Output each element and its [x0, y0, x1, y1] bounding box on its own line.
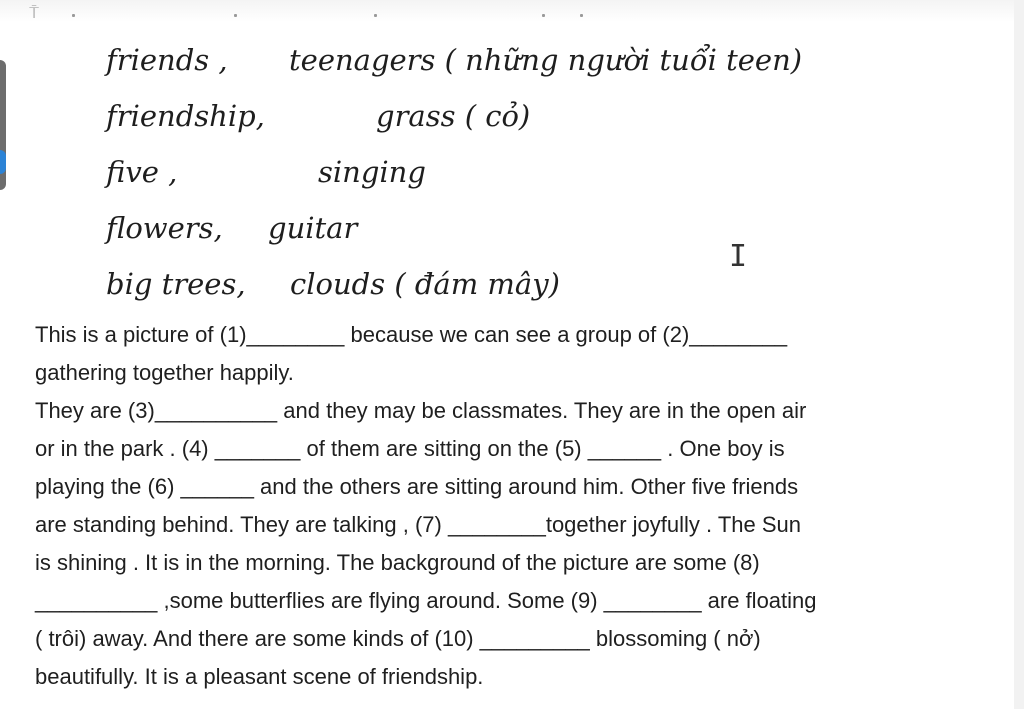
vocab-row: [106, 262, 806, 306]
passage-line: This is a picture of (1)________ because we can see a group of (2)________: [35, 322, 788, 347]
vocab-left: flowers,: [106, 211, 223, 245]
passage-line: They are (3)__________ and they may be classmates. They are in the open air: [35, 398, 807, 423]
vocab-left: five ,: [106, 155, 178, 189]
paragraph-anchor-icon[interactable]: ⍑: [29, 3, 39, 22]
right-scroll-panel[interactable]: [1014, 0, 1024, 709]
passage-line: ( trôi) away. And there are some kinds of (10) _________ blossoming ( nở): [35, 626, 761, 651]
vocab-right: grass ( cỏ): [376, 99, 531, 133]
side-indicator-icon: [0, 150, 6, 174]
vocab-row: [106, 94, 806, 138]
passage-line: or in the park . (4) _______ of them are sitting on the (5) ______ . One boy is: [35, 436, 785, 461]
vocab-right: singing: [318, 155, 426, 189]
vocab-right: guitar: [268, 211, 358, 245]
vocab-left: friendship,: [106, 99, 265, 133]
passage-line: gathering together happily.: [35, 360, 294, 385]
vocab-left: friends ,: [106, 43, 228, 77]
text-cursor-icon: I: [728, 239, 748, 274]
passage-line: are standing behind. They are talking , (7) ________together joyfully . The Sun: [35, 512, 802, 537]
passage-line: __________ ,some butterflies are flying around. Some (9) ________ are floating: [35, 588, 817, 613]
vocab-right: clouds ( đám mây): [290, 267, 560, 301]
vocab-left: big trees,: [106, 267, 246, 301]
vocab-right: teenagers ( những người tuổi teen): [289, 43, 803, 77]
passage-line: is shining . It is in the morning. The background of the picture are some (8): [35, 550, 760, 575]
vocab-row: [106, 150, 806, 194]
passage-line: beautifully. It is a pleasant scene of friendship.: [35, 664, 484, 689]
ruler-strip: [0, 0, 1024, 22]
vocab-row: [106, 206, 806, 250]
vocab-row: [106, 38, 806, 82]
passage-line: playing the (6) ______ and the others are sitting around him. Other five friends: [35, 474, 799, 499]
